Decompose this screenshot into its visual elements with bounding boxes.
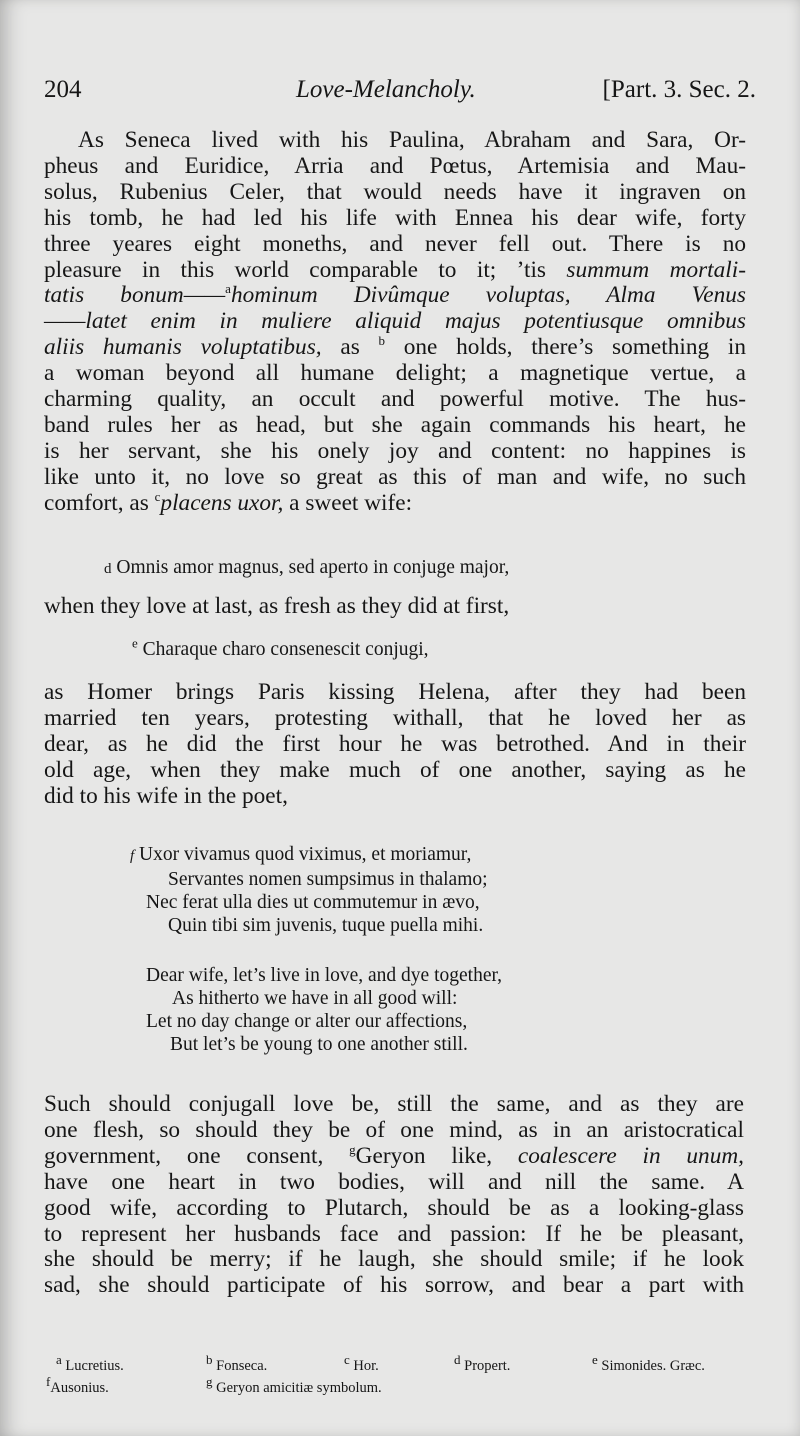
text-line: like unto it, no love so great as this of man and wife, no such bbox=[44, 463, 746, 490]
footnote-mark-b: b bbox=[378, 333, 386, 349]
text-segment: pleasure in this world comparable to it; ’tis bbox=[44, 256, 547, 283]
latin-verse bbox=[130, 843, 488, 937]
text-line bbox=[44, 283, 746, 309]
verse-line: Servantes nomen sumpsimus in thalamo; bbox=[168, 869, 488, 890]
text-line: is her servant, she his onely joy and content: no happines is bbox=[44, 437, 746, 464]
paragraph-3 bbox=[44, 1092, 744, 1299]
text-segment: Geryon like, bbox=[355, 1142, 518, 1169]
text-line: old age, when they make much of one another, saying as he bbox=[44, 756, 746, 783]
footnote-text: Lucretius. bbox=[65, 1358, 124, 1374]
text-line bbox=[44, 335, 746, 361]
footnote-f bbox=[46, 1374, 109, 1399]
footnote-c bbox=[344, 1352, 379, 1377]
verse-quote-2 bbox=[132, 635, 429, 661]
verse-line bbox=[104, 556, 509, 581]
text-line: did to his wife in the poet, bbox=[44, 782, 288, 809]
latin-phrase: ——latet enim in muliere aliquid majus potentiusque omnibus bbox=[44, 308, 746, 335]
text-line bbox=[44, 309, 746, 335]
verse-text: Omnis amor magnus, sed aperto in conjuge major, bbox=[116, 557, 510, 578]
footnote-text: Hor. bbox=[353, 1358, 379, 1374]
verse-line: As hitherto we have in all good will: bbox=[172, 988, 458, 1009]
paragraph-1 bbox=[44, 128, 746, 517]
footnote-a bbox=[56, 1352, 124, 1377]
latin-phrase: hominum Divûmque voluptas, Alma Venus bbox=[230, 282, 747, 309]
footnote-row bbox=[46, 1374, 758, 1399]
bridge-line-1 bbox=[44, 594, 746, 620]
footnote-mark-d: d bbox=[104, 561, 112, 577]
verse-line: Nec ferat ulla dies ut commutemur in ævo, bbox=[146, 892, 480, 913]
running-title: Love-Melancholy. bbox=[296, 76, 476, 103]
latin-phrase: coalescere in unum, bbox=[517, 1142, 744, 1169]
verse-line bbox=[130, 843, 488, 868]
verse-text: Uxor vivamus quod viximus, et moriamur, bbox=[139, 844, 472, 865]
footnote-text: Geryon amicitiæ symbolum. bbox=[216, 1380, 382, 1396]
text-line bbox=[44, 258, 746, 284]
text-line: solus, Rubenius Celer, that would needs have it ingraven on bbox=[44, 178, 746, 205]
text-line: sad, she should participate of his sorrow, and bear a part with bbox=[44, 1272, 744, 1299]
text-line: married ten years, protesting withall, that he loved her as bbox=[44, 704, 746, 731]
footnote-text: Simonides. Græc. bbox=[601, 1358, 705, 1374]
text-line: three yeares eight moneths, and never fell out. There is no bbox=[44, 230, 746, 257]
text-line: charming quality, an occult and powerful motive. The hus- bbox=[44, 386, 746, 413]
footnote-mark-c: c bbox=[154, 488, 161, 504]
text-line: dear, as he did the first hour he was betrothed. And in their bbox=[44, 730, 746, 757]
verse-quote-1 bbox=[104, 556, 509, 581]
latin-phrase: summum mortali- bbox=[566, 256, 746, 283]
verse-text: Charaque charo consenescit conjugi, bbox=[142, 639, 429, 660]
text-line: she should be merry; if he laugh, she should smile; if he look bbox=[44, 1246, 744, 1273]
text-line: one flesh, so should they be of one mind, as in an aristocratical bbox=[44, 1116, 744, 1143]
footnote-mark: c bbox=[344, 1352, 350, 1368]
text-line: a woman beyond all humane delight; a magnetique vertue, a bbox=[44, 360, 746, 387]
verse-line: Let no day change or alter our affections, bbox=[146, 1011, 468, 1032]
text-line: his tomb, he had led his life with Ennea his dear wife, forty bbox=[44, 204, 746, 231]
footnote-text: Propert. bbox=[464, 1358, 511, 1374]
text-line bbox=[44, 1144, 744, 1170]
text-line: pheus and Euridice, Arria and Pœtus, Artemisia and Mau- bbox=[44, 152, 746, 179]
footnote-mark: d bbox=[454, 1352, 461, 1368]
footnote-row bbox=[46, 1352, 758, 1377]
footnote-e bbox=[592, 1352, 705, 1377]
text-line: as Homer brings Paris kissing Helena, after they had been bbox=[44, 679, 746, 705]
text-line bbox=[44, 488, 746, 517]
text-line: Such should conjugall love be, still the same, and as they are bbox=[44, 1091, 744, 1117]
running-header bbox=[44, 76, 756, 112]
footnote-mark: b bbox=[206, 1352, 213, 1368]
verse-line: But let’s be young to one another still. bbox=[170, 1034, 468, 1055]
footnote-mark-f: f bbox=[130, 848, 135, 864]
text-segment: government, one consent, bbox=[44, 1142, 350, 1169]
verse-line: Quin tibi sim juvenis, tuque puella mihi. bbox=[168, 915, 484, 936]
latin-phrase: aliis humanis voluptatibus, bbox=[44, 334, 322, 361]
text-line: have one heart in two bodies, will and nill the same. A bbox=[44, 1168, 744, 1195]
footnote-mark: f bbox=[46, 1374, 51, 1390]
verse-line: Dear wife, let’s live in love, and dye together, bbox=[146, 965, 503, 986]
footnote-mark-a: a bbox=[225, 281, 231, 297]
english-verse bbox=[146, 964, 502, 1056]
text-line: to represent her husbands face and passion: If he be pleasant, bbox=[44, 1220, 744, 1247]
footnote-mark-g: g bbox=[349, 1142, 356, 1158]
text-segment: one holds, there’s something in bbox=[385, 334, 746, 361]
latin-phrase: placens uxor, bbox=[160, 489, 284, 516]
text-line: As Seneca lived with his Paulina, Abraham and Sara, Or- bbox=[78, 127, 746, 153]
footnote-d bbox=[454, 1352, 511, 1377]
footnote-mark-e: e bbox=[132, 635, 138, 651]
footnote-mark: a bbox=[56, 1352, 62, 1368]
latin-phrase: tatis bonum—— bbox=[44, 282, 226, 309]
verse-line bbox=[132, 635, 429, 661]
text-segment: as bbox=[321, 334, 379, 361]
text-line: good wife, according to Plutarch, should be as a looking-glass bbox=[44, 1194, 744, 1221]
footnote-mark: e bbox=[592, 1352, 598, 1368]
footnote-b bbox=[206, 1352, 268, 1377]
text-segment: a sweet wife: bbox=[283, 489, 413, 516]
section-reference: [Part. 3. Sec. 2. bbox=[602, 76, 756, 103]
footnote-text: Fonseca. bbox=[216, 1358, 268, 1374]
page-number: 204 bbox=[44, 76, 82, 103]
text-line: band rules her as head, but she again commands his heart, he bbox=[44, 411, 746, 438]
footnotes bbox=[46, 1352, 758, 1399]
text-line: when they love at last, as fresh as they did at first, bbox=[44, 593, 510, 619]
text-segment: comfort, as bbox=[44, 489, 155, 516]
footnote-mark: g bbox=[206, 1374, 213, 1390]
paragraph-2 bbox=[44, 680, 746, 810]
footnote-text: Ausonius. bbox=[50, 1380, 109, 1396]
footnote-g bbox=[206, 1374, 382, 1399]
